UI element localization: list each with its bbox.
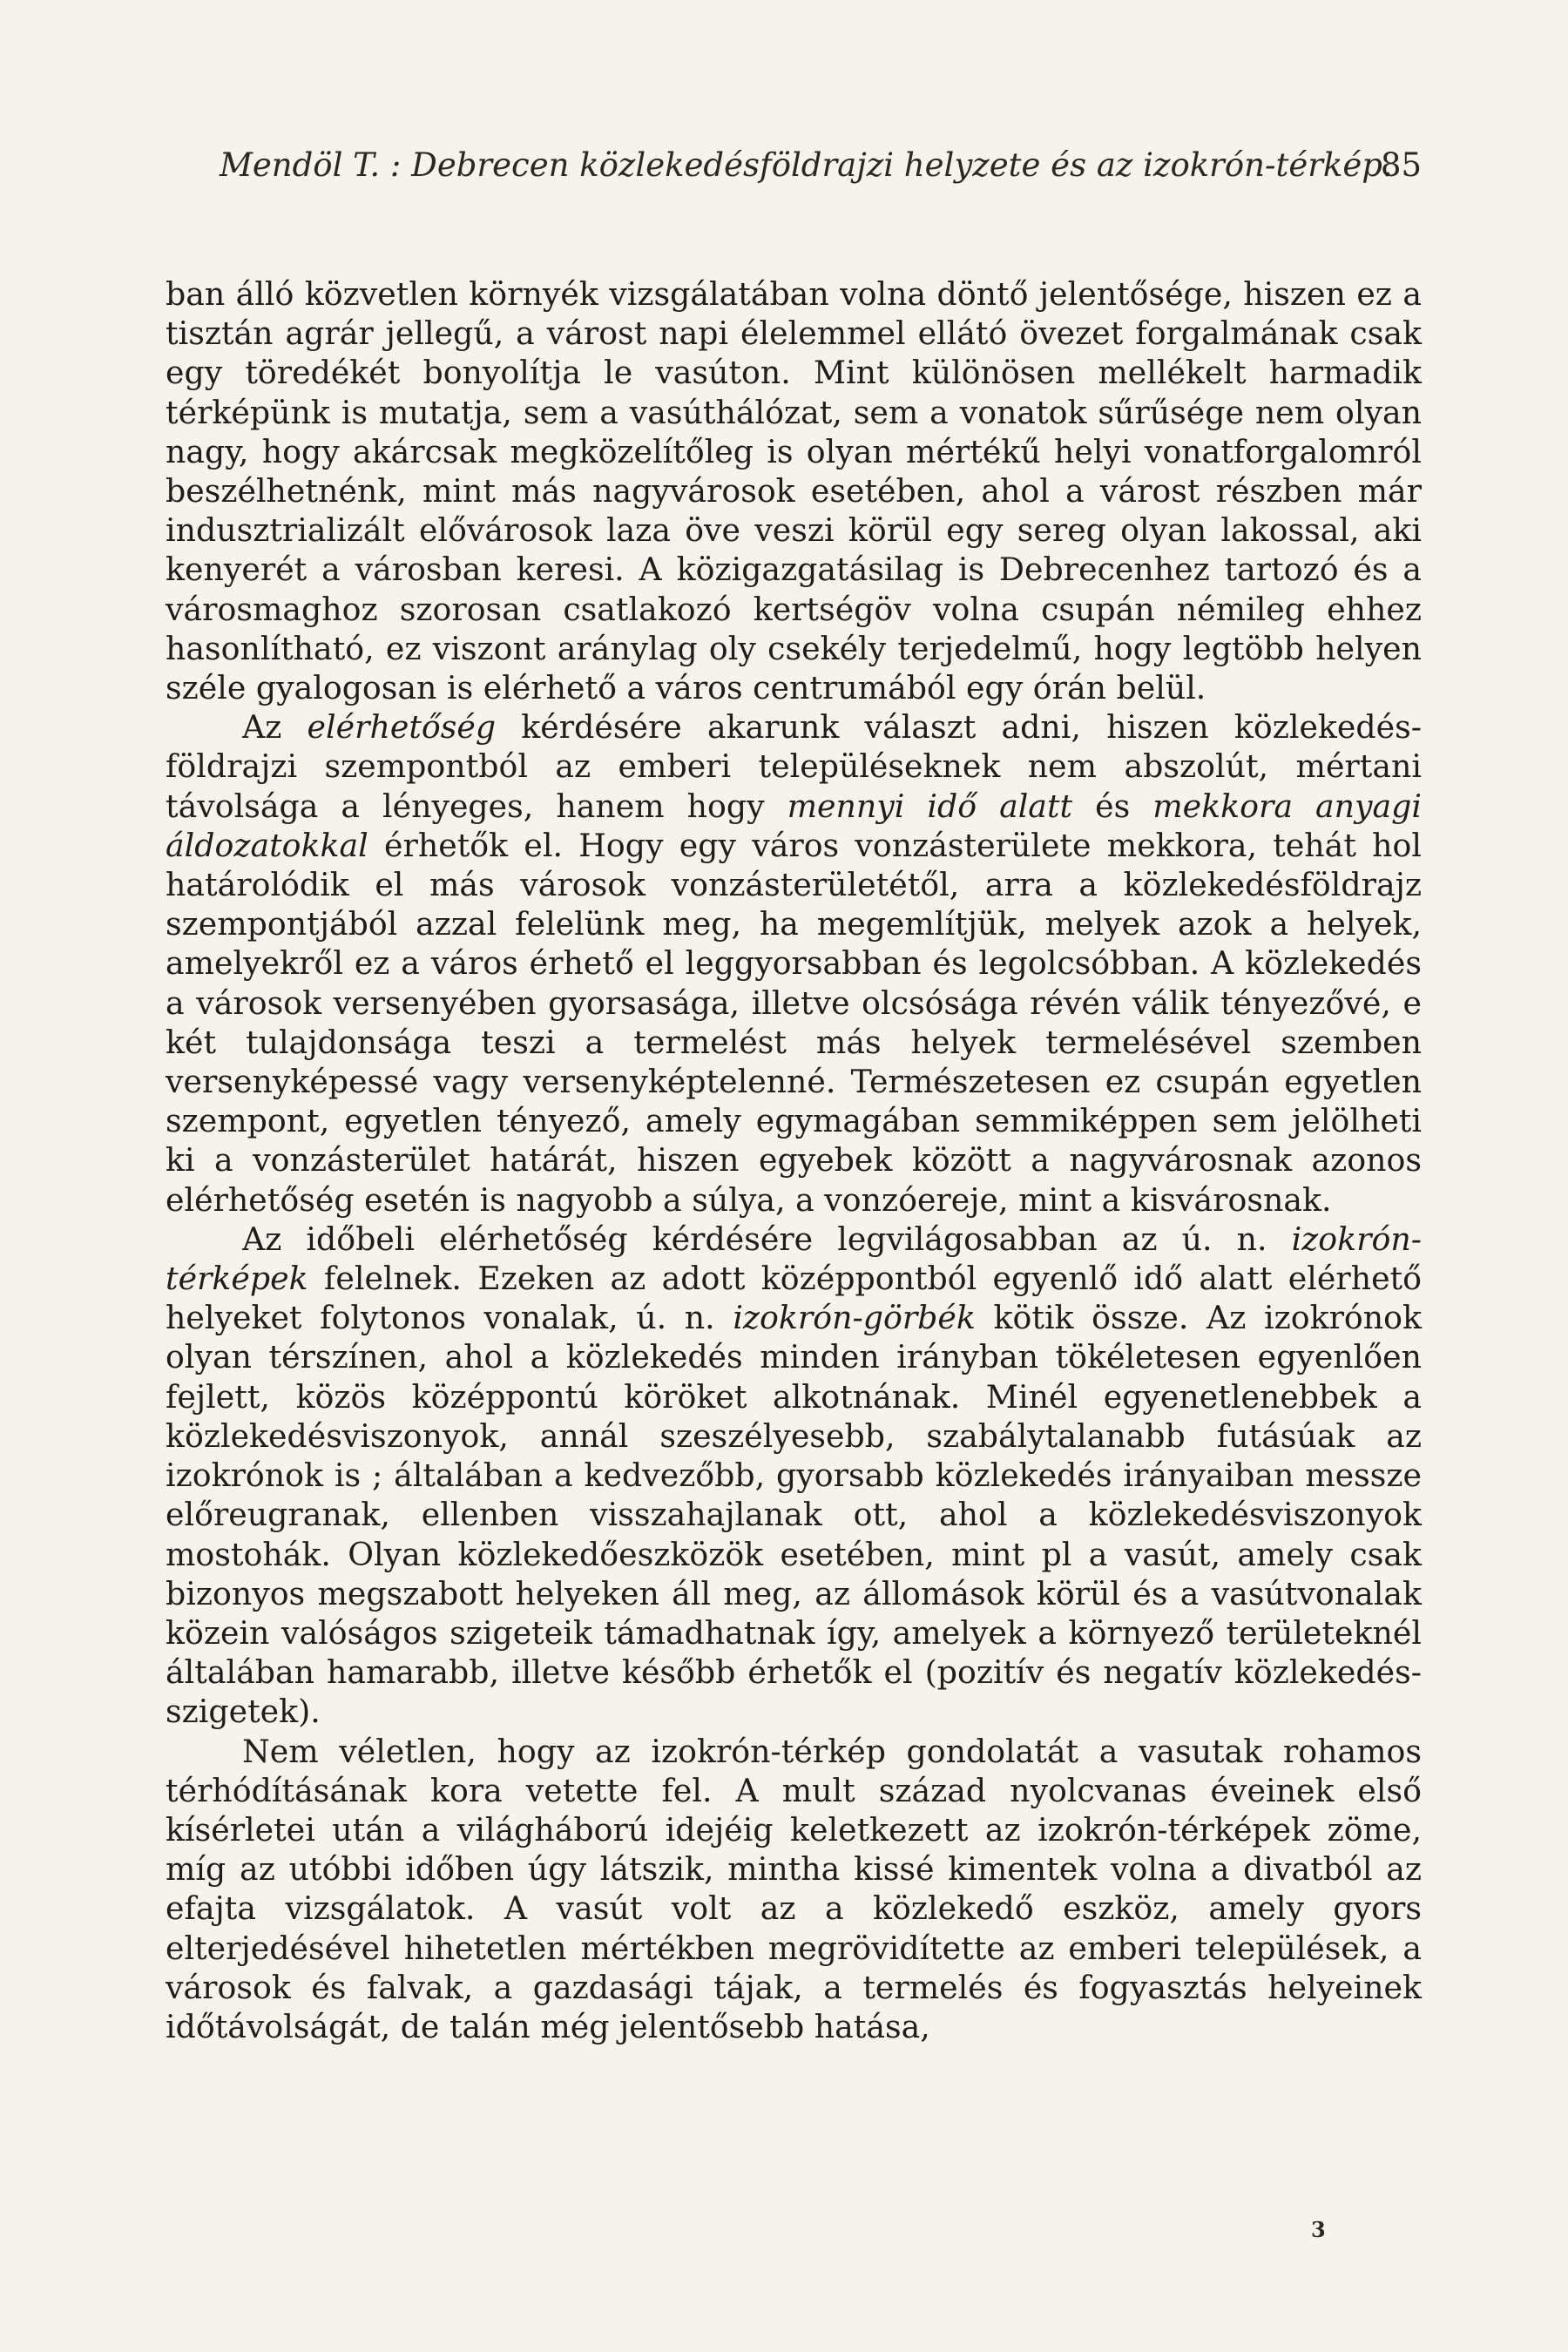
text-run: érhetők el. Hogy egy város vonzásterülete mekkora, tehát hol határolódik el más városok vonzásterületétől, arra a közlekedésföldrajz szempontjából azzal felelünk meg, ha megemlítjük, melyek azok a helyek, amelyekről ez a város érhető el leggyorsabban és legolcsóbban. A közlekedés a városok versenyében gyorsasága, illetve olcsósága révén válik tényezővé, e két tulajdonsága teszi a termelést más helyek termelésével szemben versenyképessé vagy versenyképtelenné. Természetesen ez csupán egyetlen szempont, egyetlen tényező, amely egymagában semmiképpen sem jelölheti ki a vonzásterület határát, hiszen egyebek között a nagyvárosnak azonos elérhetőség esetén is nagyobb a súlya, a vonzóereje, mint a kisvárosnak. — [166, 826, 1422, 1219]
running-title: Mendöl T. : Debrecen közlekedésföldrajzi helyzete és az izokrón-térkép. — [220, 146, 1393, 184]
emphasis-text: mennyi idő alatt — [787, 787, 1073, 825]
text-run: ban álló közvetlen környék vizsgálatában volna döntő jelentősége, hiszen ez a tisztán agrár jellegű, a várost napi élelemmel ellátó övezet forgalmának csak egy töredékét bonyolítja le vasúton. Mint különösen mellékelt harmadik térképünk is mutatja, sem a vasúthálózat, sem a vonatok sűrűsége nem olyan nagy, hogy akárcsak megközelítőleg is olyan mértékű helyi vonatforgalomról beszélhetnénk, mint más nagyvárosok esetében, ahol a várost részben már indusztrializált elővárosok laza öve veszi körül egy sereg olyan lakossal, aki kenyerét a városban keresi. A közigazgatásilag is Debrecenhez tartozó és a városmaghoz szorosan csatlakozó kertségöv volna csupán némileg ehhez hasonlítható, ez viszont aránylag oly csekély terjedelmű, hogy legtöbb helyen széle gyalogosan is elérhető a város centrumából egy órán belül. — [166, 275, 1422, 707]
text-run: és — [1072, 787, 1153, 825]
page-number: 85 — [1380, 146, 1422, 184]
text-run: Nem véletlen, hogy az izokrón-térkép gondolatát a vasutak rohamos térhódításának kora vetette fel. A mult század nyolcvanas éveinek első kísérletei után a világháború idejéig keletkezett az izokrón-térképek zöme, míg az utóbbi időben úgy látszik, mintha kissé kimentek volna a divatból az efajta vizsgálatok. A vasút volt az a közlekedő eszköz, amely gyors elterjedésével hihetetlen mértékben megrövidítette az emberi települések, a városok és falvak, a gazdasági tájak, a termelés és fogyasztás helyeinek időtávolságát, de talán még jelentősebb hatása, — [166, 1732, 1422, 2045]
text-run: Az időbeli elérhetőség kérdésére legvilágosabban az ú. n. — [242, 1220, 1292, 1258]
text-run: kötik össze. Az izokrónok olyan térszínen, ahol a közlekedés minden irányban tökéletesen egyenlően fejlett, közös középpontú köröket alkotnának. Minél egyenetlenebbek a közlekedésviszonyok, annál szeszélyesebb, szabálytalanabb futásúak az izokrónok is ; általában a kedvezőbb, gyorsabb közlekedés irányaiban messze előreugranak, ellenben visszahajlanak ott, ahol a közlekedésviszonyok mostohák. Olyan közlekedőeszközök esetében, mint pl a vasút, amely csak bizonyos megszabott helyeken áll meg, az állomások körül és a vasútvonalak közein valóságos szigeteik támadhatnak így, amelyek a környező területeknél általában hamarabb, illetve később érhetők el (pozitív és negatív közlekedésszigetek). — [166, 1299, 1423, 1731]
paragraph — [166, 1732, 1422, 2047]
text-run: felelnek. Ezeken az adott középpontból egyenlő idő alatt elérhető helyeket folytonos vonalak, ú. n. — [166, 1260, 1422, 1337]
running-header — [220, 146, 1422, 190]
text-run: Az — [242, 708, 308, 747]
body-text — [166, 274, 1422, 2046]
paragraph — [166, 1220, 1422, 1732]
emphasis-text: izokróntérképek — [166, 1220, 1422, 1298]
paragraph — [166, 707, 1422, 1220]
signature-mark: 3 — [1311, 2217, 1326, 2242]
emphasis-text: izokrón-görbék — [733, 1299, 976, 1337]
emphasis-text: mekkora anyagi áldozatokkal — [166, 787, 1422, 864]
text-run: kérdésére akarunk választ adni, hiszen közlekedésföldrajzi szempontból az emberi településeknek nem abszolút, mértani távolsága a lényeges, hanem hogy — [166, 708, 1423, 825]
paragraph — [166, 274, 1422, 707]
emphasis-text: elérhetőség — [307, 708, 497, 747]
